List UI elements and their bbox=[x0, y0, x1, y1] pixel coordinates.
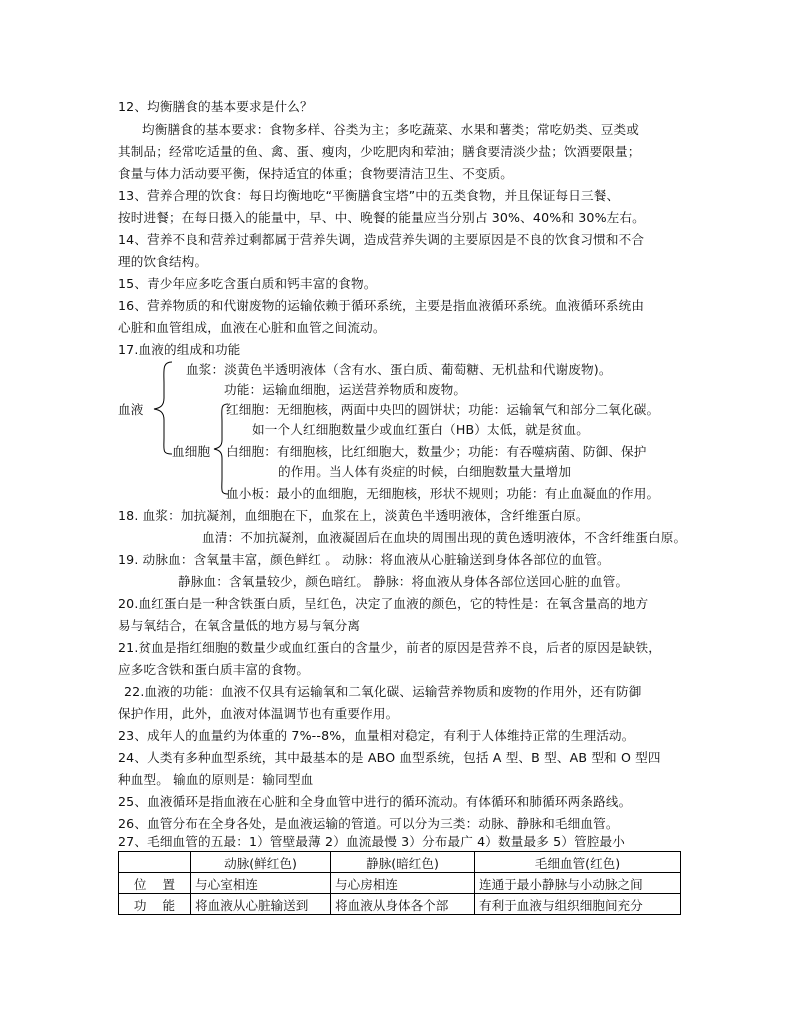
text-line: 种血型。 输血的原则是：输同型血 bbox=[118, 772, 314, 787]
text-line: 16、营养物质的和代谢废物的运输依赖于循环系统，主要是指血液循环系统。血液循环系统由 bbox=[118, 298, 645, 313]
table-cell: 将血液从心脏输送到 bbox=[191, 894, 331, 915]
table-cell: 连通于最小静脉与小动脉之间 bbox=[475, 873, 681, 894]
text-line: 24、人类有多种血型系统，其中最基本的是 ABO 血型系统，包括 A 型、B 型、AB 型和 O 型四 bbox=[118, 750, 661, 765]
table-cell: 位 置 bbox=[119, 873, 191, 894]
text-line: 21.贫血是指红细胞的数量少或血红蛋白的含量少，前者的原因是营养不良，后者的原因是缺铁， bbox=[118, 640, 661, 655]
text-line: 13、营养合理的饮食：每日均衡地吃“平衡膳食宝塔”中的五类食物，并且保证每日三餐、 bbox=[118, 188, 620, 203]
table-cell: 将血液从身体各个部 bbox=[331, 894, 475, 915]
plasma-line: 血浆：淡黄色半透明液体（含有水、蛋白质、葡萄糖、无机盐和代谢废物)。 bbox=[186, 362, 612, 377]
text-line: 理的饮食结构。 bbox=[118, 254, 208, 269]
text-line: 20.血红蛋白是一种含铁蛋白质，呈红色，决定了血液的颜色，它的特性是：在氧含量高的地方 bbox=[118, 596, 649, 611]
table-header-cell: 动脉(鲜红色) bbox=[191, 852, 331, 873]
text-line: 静脉血：含氧量较少，颜色暗红。 静脉：将血液从身体各部位送回心脏的血管。 bbox=[178, 574, 629, 589]
vessel-comparison-table bbox=[118, 851, 681, 915]
text-line: 15、青少年应多吃含蛋白质和钙丰富的食物。 bbox=[118, 276, 377, 291]
table-row bbox=[119, 873, 681, 894]
plasma-function-line: 功能：运输血细胞，运送营养物质和废物。 bbox=[224, 382, 467, 397]
red-cell-line: 红细胞：无细胞核，两面中央凹的圆饼状；功能：运输氧气和部分二氧化碳。 bbox=[226, 402, 660, 417]
table-cell: 与心室相连 bbox=[191, 873, 331, 894]
text-line: 22.血液的功能：血液不仅具有运输氧和二氧化碳、运输营养物质和废物的作用外，还有防御 bbox=[124, 684, 642, 699]
text-line: 保护作用，此外，血液对体温调节也有重要作用。 bbox=[118, 706, 399, 721]
white-cell-line-2: 的作用。当人体有炎症的时候，白细胞数量大量增加 bbox=[278, 464, 572, 479]
platelet-line: 血小板：最小的血细胞，无细胞核，形状不规则；功能：有止血凝血的作用。 bbox=[226, 486, 660, 501]
white-cell-line: 白细胞：有细胞核，比红细胞大，数量少；功能：有吞噬病菌、防御、保护 bbox=[226, 444, 647, 459]
table-header-cell bbox=[119, 852, 191, 873]
table-row bbox=[119, 894, 681, 915]
text-line: 18. 血浆：加抗凝剂，血细胞在下，血浆在上，淡黄色半透明液体，含纤维蛋白原。 bbox=[118, 508, 589, 523]
blood-label: 血液 bbox=[118, 402, 144, 417]
text-line: 27、毛细血管的五最：1）管壁最薄 2）血流最慢 3）分布最广 4）数量最多 5）管腔最小 bbox=[118, 834, 626, 849]
text-line: 均衡膳食的基本要求：食物多样、谷类为主；多吃蔬菜、水果和薯类；常吃奶类、豆类或 bbox=[142, 122, 640, 137]
text-line: 26、血管分布在全身各处，是血液运输的管道。可以分为三类：动脉、静脉和毛细血管。 bbox=[118, 816, 619, 831]
text-line: 血清：不加抗凝剂，血液凝固后在血块的周围出现的黄色透明液体，不含纤维蛋白原。 bbox=[202, 530, 687, 545]
table-cell: 与心房相连 bbox=[331, 873, 475, 894]
text-line: 食量与体力活动要平衡，保持适宜的体重；食物要清洁卫生、不变质。 bbox=[118, 166, 514, 181]
question-12-heading: 12、均衡膳食的基本要求是什么？ bbox=[118, 99, 313, 114]
anemia-line: 如一个人红细胞数量少或血红蛋白（HB）太低，就是贫血。 bbox=[252, 422, 590, 437]
text-line: 14、营养不良和营养过剩都属于营养失调，造成营养失调的主要原因是不良的饮食习惯和不合 bbox=[118, 232, 645, 247]
text-line: 其制品；经常吃适量的鱼、禽、蛋、瘦肉，少吃肥肉和荤油；膳食要清淡少盐；饮酒要限量； bbox=[118, 144, 641, 159]
table-cell: 有利于血液与组织细胞间充分 bbox=[475, 894, 681, 915]
table-header-cell: 毛细血管(红色) bbox=[475, 852, 681, 873]
text-line: 按时进餐；在每日摄入的能量中，早、中、晚餐的能量应当分别占 30%、40%和 30%左右。 bbox=[118, 210, 645, 225]
text-line: 25、血液循环是指血液在心脏和全身血管中进行的循环流动。有体循环和肺循环两条路线。 bbox=[118, 794, 632, 809]
blood-cell-label: 血细胞 bbox=[172, 444, 211, 459]
text-line: 19. 动脉血：含氧量丰富，颜色鲜红 。 动脉：将血液从心脏输送到身体各部位的血管。 bbox=[118, 552, 610, 567]
table-cell: 功 能 bbox=[119, 894, 191, 915]
text-line: 23、成年人的血量约为体重的 7%--8%，血量相对稳定，有利于人体维持正常的生理活动。 bbox=[118, 728, 635, 743]
text-line: 心脏和血管组成，血液在心脏和血管之间流动。 bbox=[118, 320, 386, 335]
text-line: 应多吃含铁和蛋白质丰富的食物。 bbox=[118, 662, 310, 677]
table-header-cell: 静脉(暗红色) bbox=[331, 852, 475, 873]
table-header-row bbox=[119, 852, 681, 873]
text-line: 易与氧结合，在氧含量低的地方易与氧分离 bbox=[118, 618, 361, 633]
outer-brace bbox=[150, 358, 178, 458]
section-17-heading: 17.血液的组成和功能 bbox=[118, 342, 241, 357]
